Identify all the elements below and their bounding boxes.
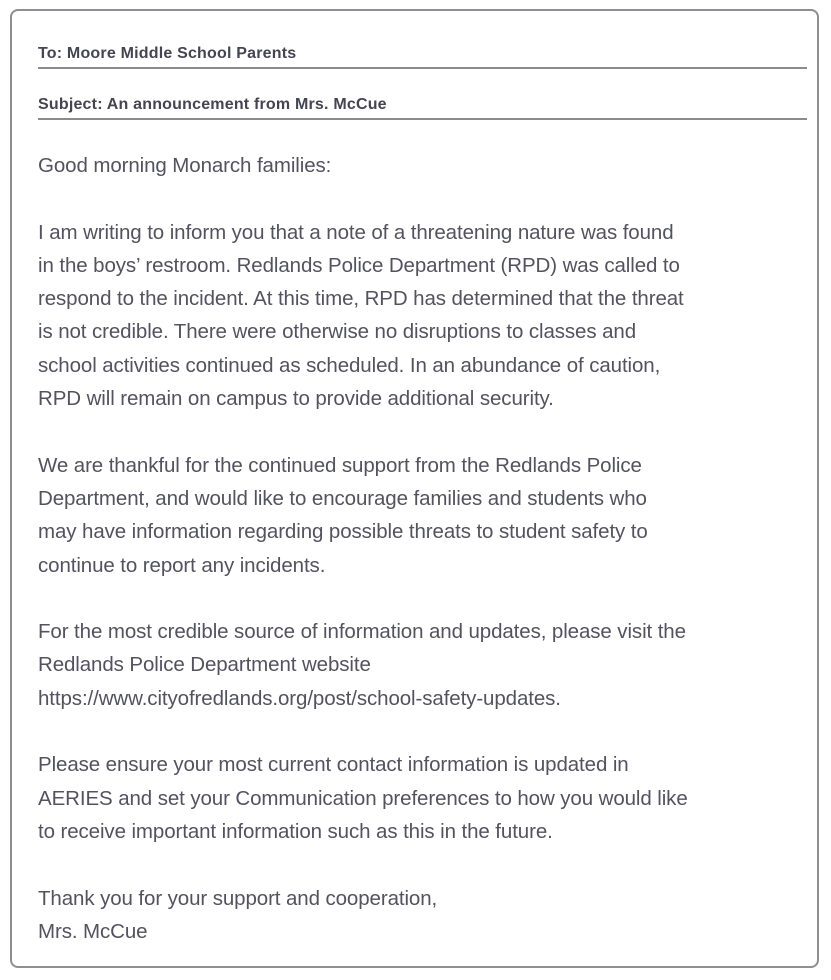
paragraph-line: may have information regarding possible threats to student safety to bbox=[38, 520, 648, 544]
email-body bbox=[38, 149, 813, 948]
paragraph-line: to receive important information such as this in the future. bbox=[38, 819, 553, 843]
paragraph-line: We are thankful for the continued support from the Redlands Police bbox=[38, 453, 642, 477]
paragraph-line: school activities continued as scheduled. In an abundance of caution, bbox=[38, 353, 661, 377]
paragraph-line: For the most credible source of information and updates, please visit the bbox=[38, 620, 686, 644]
closing-line: Thank you for your support and cooperation, bbox=[38, 886, 438, 910]
paragraph-line: is not credible. There were otherwise no disruptions to classes and bbox=[38, 320, 636, 344]
paragraph-contact-info bbox=[38, 748, 813, 848]
paragraph-line: Department, and would like to encourage families and students who bbox=[38, 486, 647, 510]
paragraph-line: I am writing to inform you that a note of a threatening nature was found bbox=[38, 220, 674, 244]
closing-block bbox=[38, 882, 813, 949]
paragraph-line: Redlands Police Department website bbox=[38, 653, 371, 677]
paragraph-thanks-rpd bbox=[38, 449, 813, 582]
paragraph-website bbox=[38, 615, 813, 715]
paragraph-line: respond to the incident. At this time, RPD has determined that the threat bbox=[38, 287, 684, 311]
paragraph-line: AERIES and set your Communication preferences to how you would like bbox=[38, 786, 688, 810]
paragraph-line: Please ensure your most current contact information is updated in bbox=[38, 753, 629, 777]
paragraph-line: in the boys’ restroom. Redlands Police Department (RPD) was called to bbox=[38, 253, 680, 277]
paragraph-incident bbox=[38, 216, 813, 416]
paragraph-line: RPD will remain on campus to provide additional security. bbox=[38, 387, 554, 411]
paragraph-line: continue to report any incidents. bbox=[38, 553, 326, 577]
signature: Mrs. McCue bbox=[38, 919, 148, 943]
rpd-website-link[interactable]: https://www.cityofredlands.org/post/school-safety-updates. bbox=[38, 686, 561, 710]
greeting: Good morning Monarch families: bbox=[38, 154, 332, 177]
subject-field: Subject: An announcement from Mrs. McCue bbox=[38, 96, 807, 120]
email-card bbox=[10, 9, 819, 968]
to-field: To: Moore Middle School Parents bbox=[38, 45, 807, 69]
